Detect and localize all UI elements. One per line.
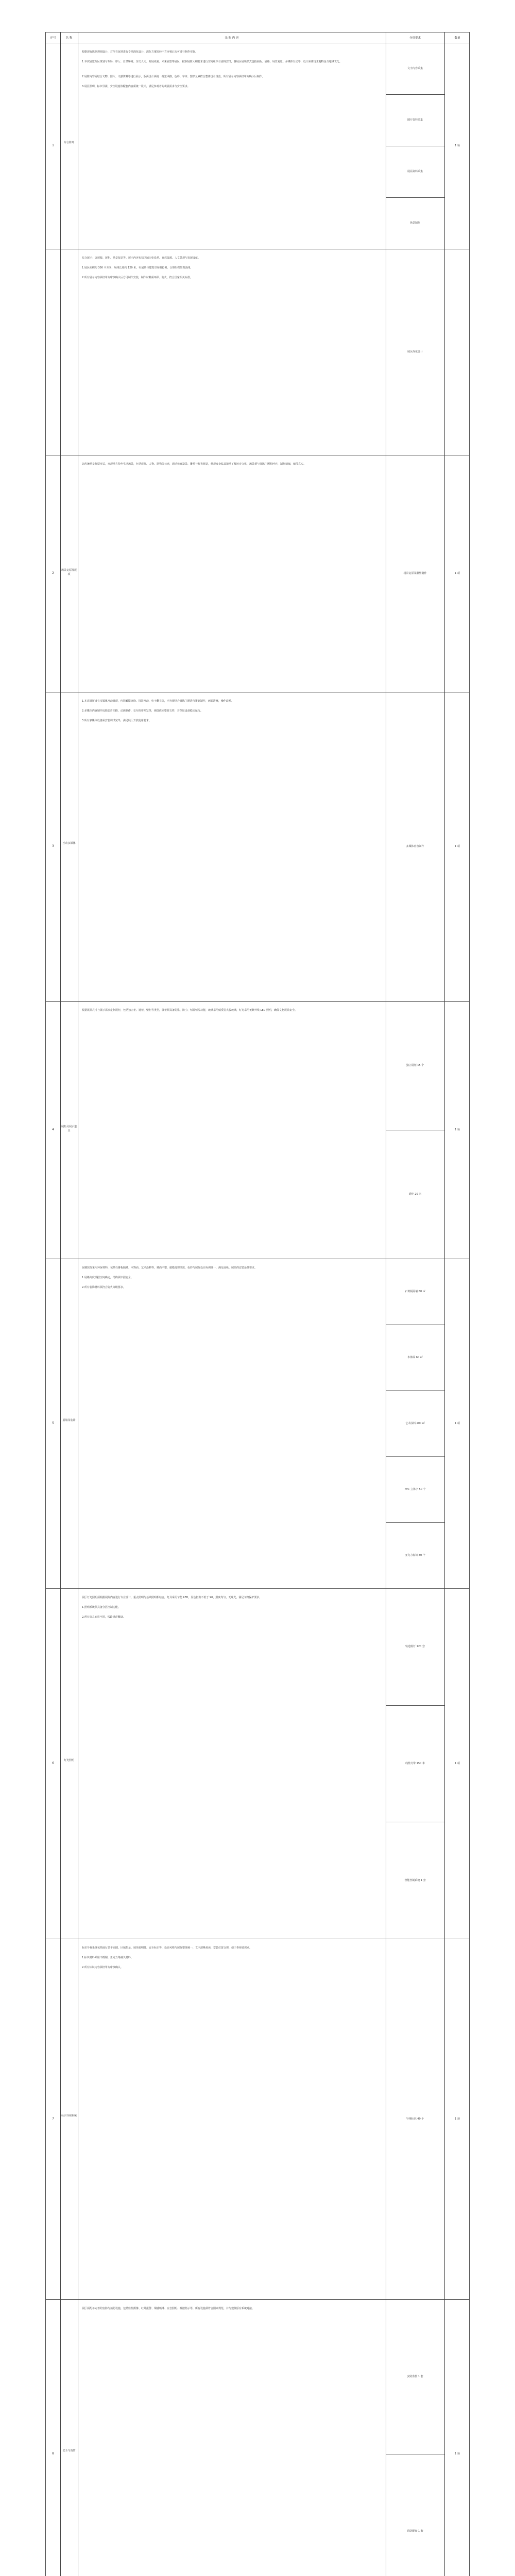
requirement-item: 木饰面 60 ㎡: [407, 1356, 423, 1359]
section-paragraph: 1.本次展厅设有多媒体互动展项，包括触摸查询、投影互动、电子翻书等，内容须结合展陈主题进行策划制作，画面清晰，操作流畅。: [82, 700, 234, 703]
section-seq: 5: [52, 1421, 54, 1425]
section-quantity: 1 项: [455, 572, 460, 575]
section-paragraph: 展厅须配备完善的安防与消防设施，包括监控摄像、红外报警、烟感喷淋、应急照明、疏散指示等，所有设施须符合国家规范，并与建筑原有系统对接。: [82, 2307, 255, 2310]
section-name: 场景复原及展项: [61, 569, 77, 576]
header-requirement: 分项要求: [409, 37, 421, 40]
section-paragraph: 2.所有展示内容须经甲方审核确认后方可制作安装，制作材料须环保、防火，符合国家相关标准。: [82, 276, 193, 280]
header-quantity: 数量: [454, 37, 460, 40]
requirement-item: 安防监控 1 套: [407, 2375, 423, 2378]
section-name: 灯光照明: [63, 1759, 74, 1762]
section-paragraph: 1.照明系统须具备分区控制功能。: [82, 1606, 121, 1609]
requirement-item: 消防配套 1 套: [407, 2530, 423, 2533]
section-paragraph: 1.本次展览分区规划与布局：序厅、自然环境、历史人文、发展成就、未来展望等展区，按照展陈大纲要求进行空间组织与流线安排，各展区展项形式包括展板、展柜、场景复原、多媒体互动等，设计须体现主题特色与地域文化。: [82, 60, 342, 64]
section-paragraph: 2.所有灯具安装牢固，线路规范敷设。: [82, 1616, 126, 1619]
requirement-item: 多媒体内容制作: [406, 845, 424, 848]
section-paragraph: 根据现有陈列规划设计，对所有展项进行专项深化设计，深化方案需经甲方审核后方可进行制作实施。: [82, 50, 198, 54]
requirement-divider: [386, 1456, 444, 1457]
requirement-item: 独立展柜 15 个: [406, 1064, 424, 1067]
section-name: 展柜及展示道具: [61, 1125, 77, 1132]
section-seq: 3: [52, 844, 54, 848]
section-paragraph: 1.展墙高度根据空间确定，结构须牢固安全。: [82, 1276, 133, 1280]
section-paragraph: 3.展区照明、标识导视、安全设施等配套内容须统一设计，满足参观者的观展需求与安全要求。: [82, 84, 190, 88]
requirement-item: PVC 立体字 50 个: [404, 1488, 426, 1491]
requirement-item: 场景制作: [409, 222, 420, 225]
requirement-item: 展区深化设计: [407, 350, 423, 353]
section-seq: 2: [52, 571, 54, 575]
requirement-item: 导视标识 40 个: [406, 2117, 424, 2121]
section-seq: 6: [52, 1761, 54, 1765]
requirement-item: 艺术涂料 200 ㎡: [405, 1422, 425, 1425]
requirement-item: 石膏板隔墙 80 ㎡: [405, 1290, 425, 1293]
requirement-item: 通柜 20 米: [408, 1193, 422, 1196]
section-seq: 4: [52, 1128, 54, 1131]
header-content: 采 购 内 容: [225, 37, 239, 40]
section-name: 标识导视系统: [61, 2114, 77, 2117]
section-paragraph: 1.展区面积约 300 平方米，展线长度约 120 米，布展须与建筑空间相协调，合理组织参观流线。: [82, 266, 193, 270]
section-paragraph: 展墙装饰采用环保材料，包括石膏板隔墙、木饰面、艺术涂料等，墙面平整，接缝处理细致，色彩与展陈设计协调统一，满足展板、展品的安装悬挂要求。: [82, 1266, 258, 1269]
section-seq: 7: [52, 2117, 54, 2121]
section-paragraph: 2.展陈内容需结合文物、图片、文献资料等进行展示，版面设计须统一视觉风格，色彩、字体、图形元素符合整体设计规范，所有展示内容须经甲方确认后制作。: [82, 75, 265, 78]
section-quantity: 1 项: [455, 2452, 460, 2455]
section-seq: 8: [52, 2452, 54, 2455]
section-paragraph: 以传统场景复原形式，再现地方特色生活场景，包括建筑、人物、器物等元素，通过仿真造景、雕塑与灯光营造，使观众身临其境地了解历史文化，场景须与展陈主题相呼应，制作精细，细节真实。: [82, 463, 306, 466]
requirement-item: 图片资料采集: [407, 118, 423, 122]
column-divider: [444, 32, 445, 2576]
content-table: [45, 32, 470, 2576]
requirement-item: 展品资料采集: [407, 170, 423, 173]
section-paragraph: 根据展品尺寸与展示需求定制展柜，包括独立柜、通柜、壁柜等类型，展柜须具备防盗、防尘、恒温恒湿功能，玻璃采用低反射夹胶玻璃，灯光采用无紫外线 LED 照明，确保文物展品安全。: [82, 1009, 297, 1012]
section-quantity: 1 项: [455, 1762, 460, 1765]
section-paragraph: 综合展示：含展板、展柜、场景复原等。展示内容包括区域历史沿革、自然资源、人文景观与发展成就。: [82, 257, 201, 260]
section-paragraph: 标识导视系统包括展厅总平面图、区域指示、展项说明牌、安全标识等，设计风格与展陈整体统一，文字清晰易读，安装位置合理，便于参观者识别。: [82, 1946, 252, 1950]
requirement-divider: [386, 94, 444, 95]
row-divider: [46, 1588, 469, 1589]
requirement-divider: [386, 197, 444, 198]
section-paragraph: 1.标识材料采用不锈钢、亚克力等耐久材料。: [82, 1956, 133, 1960]
requirement-item: 亚克力标识 30 个: [405, 1554, 425, 1557]
section-paragraph: 3.所有多媒体设备须安装调试完毕，满足展厅开放使用要求。: [82, 719, 151, 723]
section-name: 综合陈列: [63, 141, 74, 144]
requirement-item: 场景复原及雕塑制作: [403, 572, 427, 575]
row-divider: [46, 1001, 469, 1002]
header-seq: 序号: [50, 37, 56, 40]
section-quantity: 1 项: [455, 1422, 460, 1425]
section-paragraph: 2.所有装饰材料须符合防火等级要求。: [82, 1286, 126, 1290]
section-quantity: 1 项: [455, 2117, 460, 2121]
section-quantity: 1 项: [455, 144, 460, 147]
section-paragraph: 2.所有标识内容须经甲方审核确认。: [82, 1966, 123, 1970]
requirement-divider: [386, 1705, 444, 1706]
section-paragraph: 2.多媒体内容制作包括影片拍摄、动画制作、交互程序开发等，须提供完整源文件，并保证设备稳定运行。: [82, 709, 203, 713]
section-paragraph: 展厅灯光照明须根据展陈内容进行专业设计，重点照明与基础照明相结合，灯具采用节能 LED，显色指数不低于 90，照度均匀，无眩光，满足文物保护要求。: [82, 1596, 262, 1599]
row-divider: [46, 2299, 469, 2300]
section-seq: 1: [52, 144, 54, 147]
requirement-item: 线性灯带 150 米: [405, 1762, 425, 1765]
column-divider: [60, 32, 61, 2576]
section-quantity: 1 项: [455, 845, 460, 848]
requirement-divider: [386, 1522, 444, 1523]
section-name: 互动多媒体: [62, 842, 76, 845]
requirement-item: 轨道射灯 120 套: [405, 1645, 425, 1649]
requirement-item: 智能控制系统 1 套: [404, 1878, 426, 1882]
section-name: 安全与消防: [62, 2449, 76, 2452]
section-quantity: 1 项: [455, 1128, 460, 1131]
requirement-item: 文字内容采集: [407, 67, 423, 70]
header-name: 名 称: [65, 37, 73, 40]
section-name: 展墙及装饰: [62, 1419, 76, 1422]
